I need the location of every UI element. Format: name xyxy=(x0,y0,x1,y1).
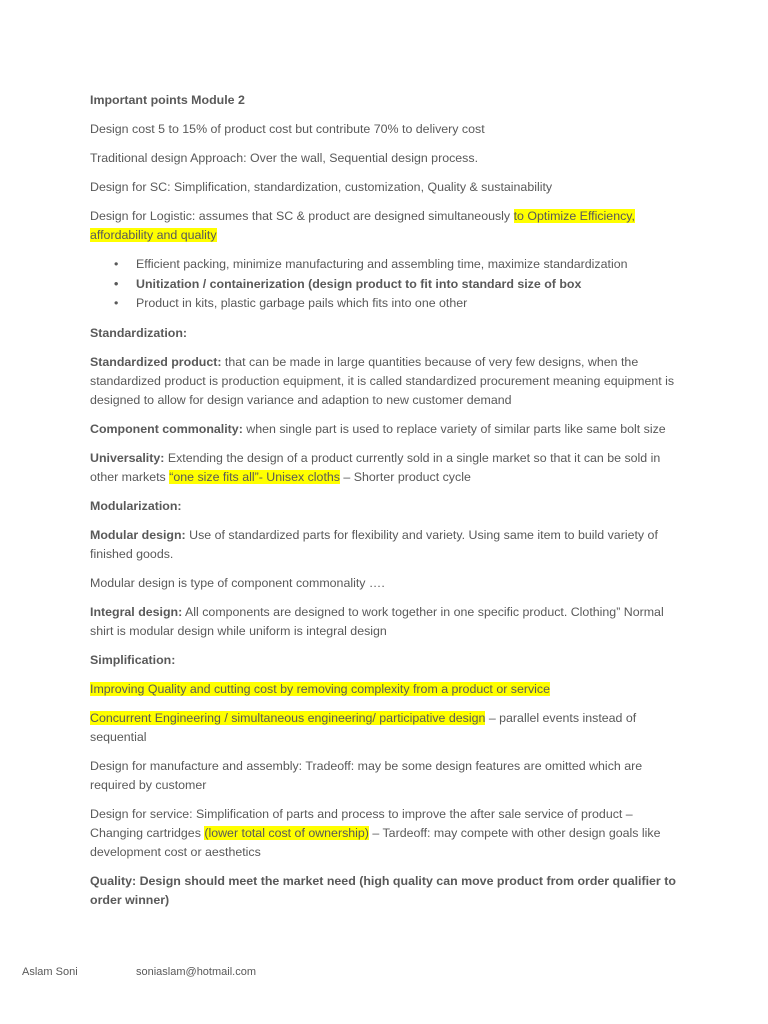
modular-design-label: Modular design: xyxy=(90,527,186,542)
concurrent-engineering-highlight: Concurrent Engineering / simultaneous engineering/ participative design xyxy=(90,710,486,725)
design-for-logistic-paragraph xyxy=(90,207,680,245)
standardized-product-label: Standardized product: xyxy=(90,354,222,369)
logistic-bullet-list xyxy=(90,255,680,314)
design-for-manufacture-paragraph: Design for manufacture and assembly: Tradeoff: may be some design features are omitted which are required by customer xyxy=(90,758,643,792)
modular-design-paragraph xyxy=(90,526,680,564)
integral-design-label: Integral design: xyxy=(90,604,183,619)
concurrent-engineering-paragraph xyxy=(90,709,680,747)
universality-highlight: “one size fits all”- Unisex cloths xyxy=(169,469,340,484)
traditional-approach-line: Traditional design Approach: Over the wall, Sequential design process. xyxy=(90,151,479,165)
document-body xyxy=(90,91,680,920)
integral-design-paragraph xyxy=(90,603,680,641)
design-for-service-paragraph xyxy=(90,805,680,862)
improving-quality-highlight: Improving Quality and cutting cost by removing complexity from a product or service xyxy=(90,681,551,696)
universality-end: – Shorter product cycle xyxy=(339,469,471,484)
design-for-service-text: Design for service: Simplification of parts and process to improve the after sale service of product – Changing cartridges xyxy=(90,806,633,840)
design-cost-line: Design cost 5 to 15% of product cost but contribute 70% to delivery cost xyxy=(90,122,485,136)
footer-author-name: Aslam Soni xyxy=(22,966,78,978)
logistic-highlight: to Optimize Efficiency, affordability and quality xyxy=(90,209,636,242)
component-commonality-paragraph xyxy=(90,420,680,439)
logistic-text: Design for Logistic: assumes that SC & product are designed simultaneously xyxy=(90,209,514,223)
simplification-heading: Simplification: xyxy=(90,652,176,667)
modular-design-text: Use of standardized parts for flexibility and variety. Using same item to build variety of finished goods. xyxy=(90,527,658,561)
universality-label: Universality: xyxy=(90,450,165,465)
modular-commonality-line: Modular design is type of component commonality …. xyxy=(90,575,385,590)
improving-quality-paragraph xyxy=(90,680,680,699)
universality-text: Extending the design of a product currently sold in a single market so that it can be sold in other markets xyxy=(90,450,661,484)
standardized-product-text: that can be made in large quantities because of very few designs, when the standardized product is production equipment, it is called standardized procurement meaning equipment is designed to allow for design variance and adaption to new customer demand xyxy=(90,354,675,407)
component-commonality-text: when single part is used to replace variety of similar parts like same bolt size xyxy=(242,421,666,436)
component-commonality-label: Component commonality: xyxy=(90,421,243,436)
bullet-item-packing: • Efficient packing, minimize manufacturing and assembling time, maximize standardization xyxy=(136,255,680,275)
standardization-heading: Standardization: xyxy=(90,325,188,340)
integral-design-text: All components are designed to work together in one specific product. Clothing” Normal shirt is modular design while uniform is integral design xyxy=(90,604,664,638)
design-for-service-tradeoff: – Tardeoff: may compete with other design goals like development cost or aesthetics xyxy=(90,825,661,859)
page-title: Important points Module 2 xyxy=(90,93,245,107)
standardized-product-paragraph xyxy=(90,353,680,410)
modularization-heading: Modularization: xyxy=(90,498,182,513)
design-for-service-highlight: (lower total cost of ownership) xyxy=(204,825,369,840)
concurrent-engineering-text: – parallel events instead of sequential xyxy=(90,710,637,744)
bullet-item-kits: • Product in kits, plastic garbage pails which fits into one other xyxy=(136,294,680,314)
quality-paragraph: Quality: Design should meet the market need (high quality can move product from order qualifier to order winner) xyxy=(90,873,676,907)
footer-email: soniaslam@hotmail.com xyxy=(136,966,256,978)
bullet-item-unitization: • Unitization / containerization (design product to fit into standard size of box xyxy=(136,275,680,295)
design-for-sc-line: Design for SC: Simplification, standardization, customization, Quality & sustainability xyxy=(90,180,553,194)
universality-paragraph xyxy=(90,449,680,487)
